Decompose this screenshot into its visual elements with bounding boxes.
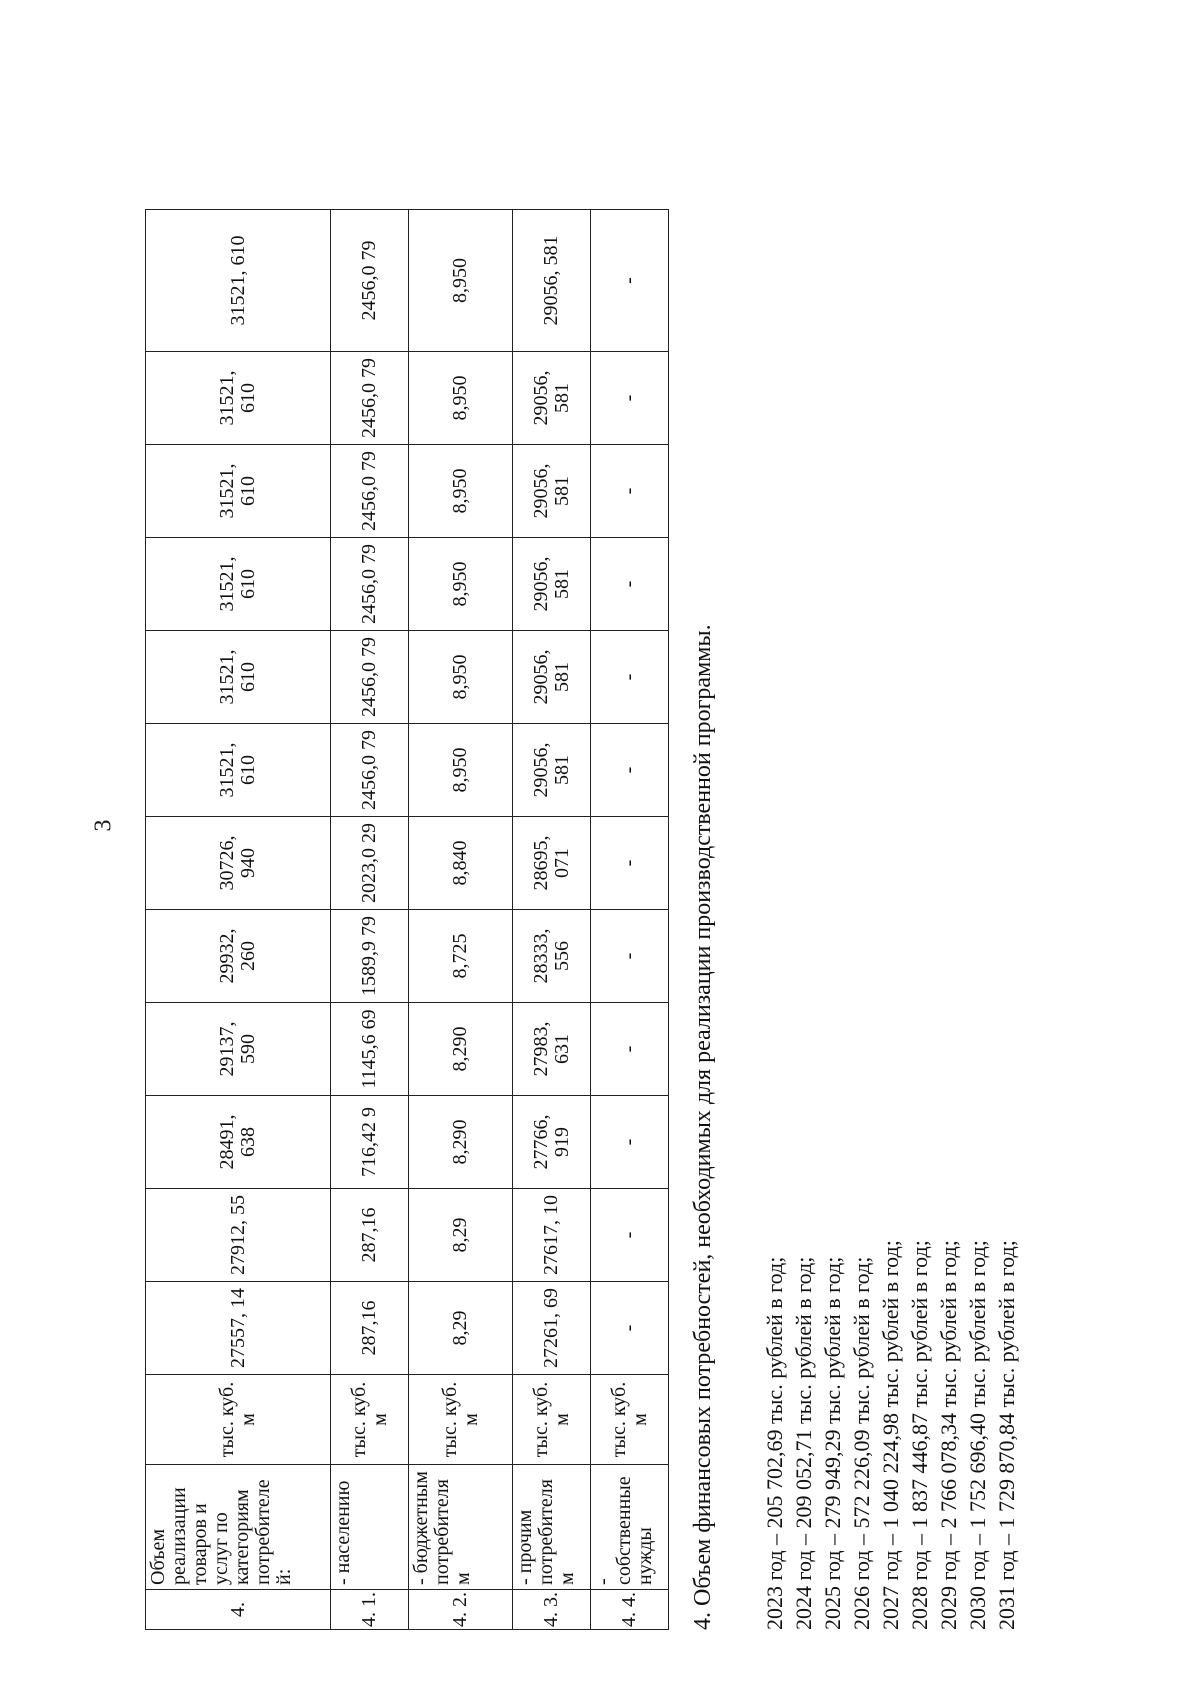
- value-cell: 2456,0 79: [331, 352, 409, 445]
- value-cell: 8,950: [409, 352, 513, 445]
- value-cell: -: [591, 910, 669, 1003]
- value-cell: 8,725: [409, 910, 513, 1003]
- value-cell: 8,950: [409, 445, 513, 538]
- table-row: [409, 210, 513, 1630]
- value-cell: 2456,0 79: [331, 210, 409, 352]
- value-cell: 28333, 556: [513, 910, 591, 1003]
- value-cell: 31521, 610: [146, 724, 331, 817]
- value-cell: 2456,0 79: [331, 445, 409, 538]
- value-cell: 8,29: [409, 1189, 513, 1282]
- year-amount-item: 2028 год – 1 837 446,87 тыс. рублей в год;: [907, 1240, 932, 1630]
- value-cell: 28695, 071: [513, 817, 591, 910]
- value-cell: 31521, 610: [146, 352, 331, 445]
- value-cell: 28491, 638: [146, 1096, 331, 1189]
- row-name: Объем реализации товаров и услуг по категориям потребителе й:: [146, 1465, 331, 1590]
- value-cell: 29056, 581: [513, 445, 591, 538]
- year-amount-item: 2030 год – 1 752 696,40 тыс. рублей в год;: [965, 1240, 990, 1630]
- row-name: - населению: [331, 1465, 409, 1590]
- year-amount-item: 2026 год – 572 226,09 тыс. рублей в год;: [849, 1256, 874, 1630]
- value-cell: 27557, 14: [146, 1282, 331, 1375]
- table-row: [331, 210, 409, 1630]
- value-cell: 31521, 610: [146, 445, 331, 538]
- year-amount-list: [760, 1240, 1021, 1630]
- table-row: [513, 210, 591, 1630]
- value-cell: 29056, 581: [513, 631, 591, 724]
- value-cell: 29056, 581: [513, 724, 591, 817]
- row-unit: тыс. куб. м: [409, 1375, 513, 1465]
- value-cell: -: [591, 1282, 669, 1375]
- year-amount-item: 2023 год – 205 702,69 тыс. рублей в год;: [762, 1256, 787, 1630]
- value-cell: 29056, 581: [513, 538, 591, 631]
- value-cell: -: [591, 1189, 669, 1282]
- value-cell: 716,42 9: [331, 1096, 409, 1189]
- value-cell: -: [591, 1096, 669, 1189]
- year-amount-item: 2029 год – 2 766 078,34 тыс. рублей в год;: [936, 1240, 961, 1630]
- row-number: 4. 4.: [591, 1590, 669, 1630]
- value-cell: 29056, 581: [513, 352, 591, 445]
- value-cell: 2456,0 79: [331, 538, 409, 631]
- value-cell: 29056, 581: [513, 210, 591, 352]
- year-amount-item: 2031 год – 1 729 870,84 тыс. рублей в год;: [994, 1240, 1019, 1630]
- row-unit: тыс. куб. м: [331, 1375, 409, 1465]
- row-unit: тыс. куб. м: [591, 1375, 669, 1465]
- row-unit: тыс. куб. м: [146, 1375, 331, 1465]
- value-cell: 2456,0 79: [331, 724, 409, 817]
- value-cell: -: [591, 1003, 669, 1096]
- value-cell: -: [591, 631, 669, 724]
- year-amount-item: 2027 год – 1 040 224,98 тыс. рублей в год;: [878, 1240, 903, 1630]
- row-name: - бюджетным потребителя м: [409, 1465, 513, 1590]
- row-name: - прочим потребителя м: [513, 1465, 591, 1590]
- value-cell: 31521, 610: [146, 210, 331, 352]
- year-amount-item: 2024 год – 209 052,71 тыс. рублей в год;: [791, 1256, 816, 1630]
- value-cell: -: [591, 352, 669, 445]
- value-cell: -: [591, 538, 669, 631]
- value-cell: 287,16: [331, 1282, 409, 1375]
- row-number: 4.: [146, 1590, 331, 1630]
- value-cell: 31521, 610: [146, 538, 331, 631]
- value-cell: 8,950: [409, 724, 513, 817]
- consumption-table: [145, 209, 669, 1630]
- value-cell: 2023,0 29: [331, 817, 409, 910]
- year-amount-item: 2025 год – 279 949,29 тыс. рублей в год;: [820, 1256, 845, 1630]
- value-cell: 8,290: [409, 1096, 513, 1189]
- row-number: 4. 1.: [331, 1590, 409, 1630]
- value-cell: 27766, 919: [513, 1096, 591, 1189]
- rotated-content: [145, 30, 1019, 1630]
- value-cell: 27912, 55: [146, 1189, 331, 1282]
- row-name: - собственные нужды: [591, 1465, 669, 1590]
- section-heading: 4. Объем финансовых потребностей, необходимых для реализации производственной программы.: [690, 624, 716, 1630]
- page-number: 3: [90, 819, 117, 832]
- value-cell: 8,290: [409, 1003, 513, 1096]
- value-cell: 8,950: [409, 631, 513, 724]
- value-cell: 27983, 631: [513, 1003, 591, 1096]
- value-cell: 8,840: [409, 817, 513, 910]
- value-cell: 27617, 10: [513, 1189, 591, 1282]
- value-cell: 29137, 590: [146, 1003, 331, 1096]
- value-cell: 2456,0 79: [331, 631, 409, 724]
- value-cell: 31521, 610: [146, 631, 331, 724]
- value-cell: 8,29: [409, 1282, 513, 1375]
- value-cell: -: [591, 210, 669, 352]
- value-cell: 1145,6 69: [331, 1003, 409, 1096]
- value-cell: 30726, 940: [146, 817, 331, 910]
- value-cell: -: [591, 445, 669, 538]
- table-row: [591, 210, 669, 1630]
- row-number: 4. 2.: [409, 1590, 513, 1630]
- value-cell: 1589,9 79: [331, 910, 409, 1003]
- value-cell: 8,950: [409, 210, 513, 352]
- row-number: 4. 3.: [513, 1590, 591, 1630]
- table-row: [146, 210, 331, 1630]
- row-unit: тыс. куб. м: [513, 1375, 591, 1465]
- value-cell: 287,16: [331, 1189, 409, 1282]
- value-cell: 29932, 260: [146, 910, 331, 1003]
- value-cell: -: [591, 724, 669, 817]
- value-cell: 27261, 69: [513, 1282, 591, 1375]
- value-cell: -: [591, 817, 669, 910]
- value-cell: 8,950: [409, 538, 513, 631]
